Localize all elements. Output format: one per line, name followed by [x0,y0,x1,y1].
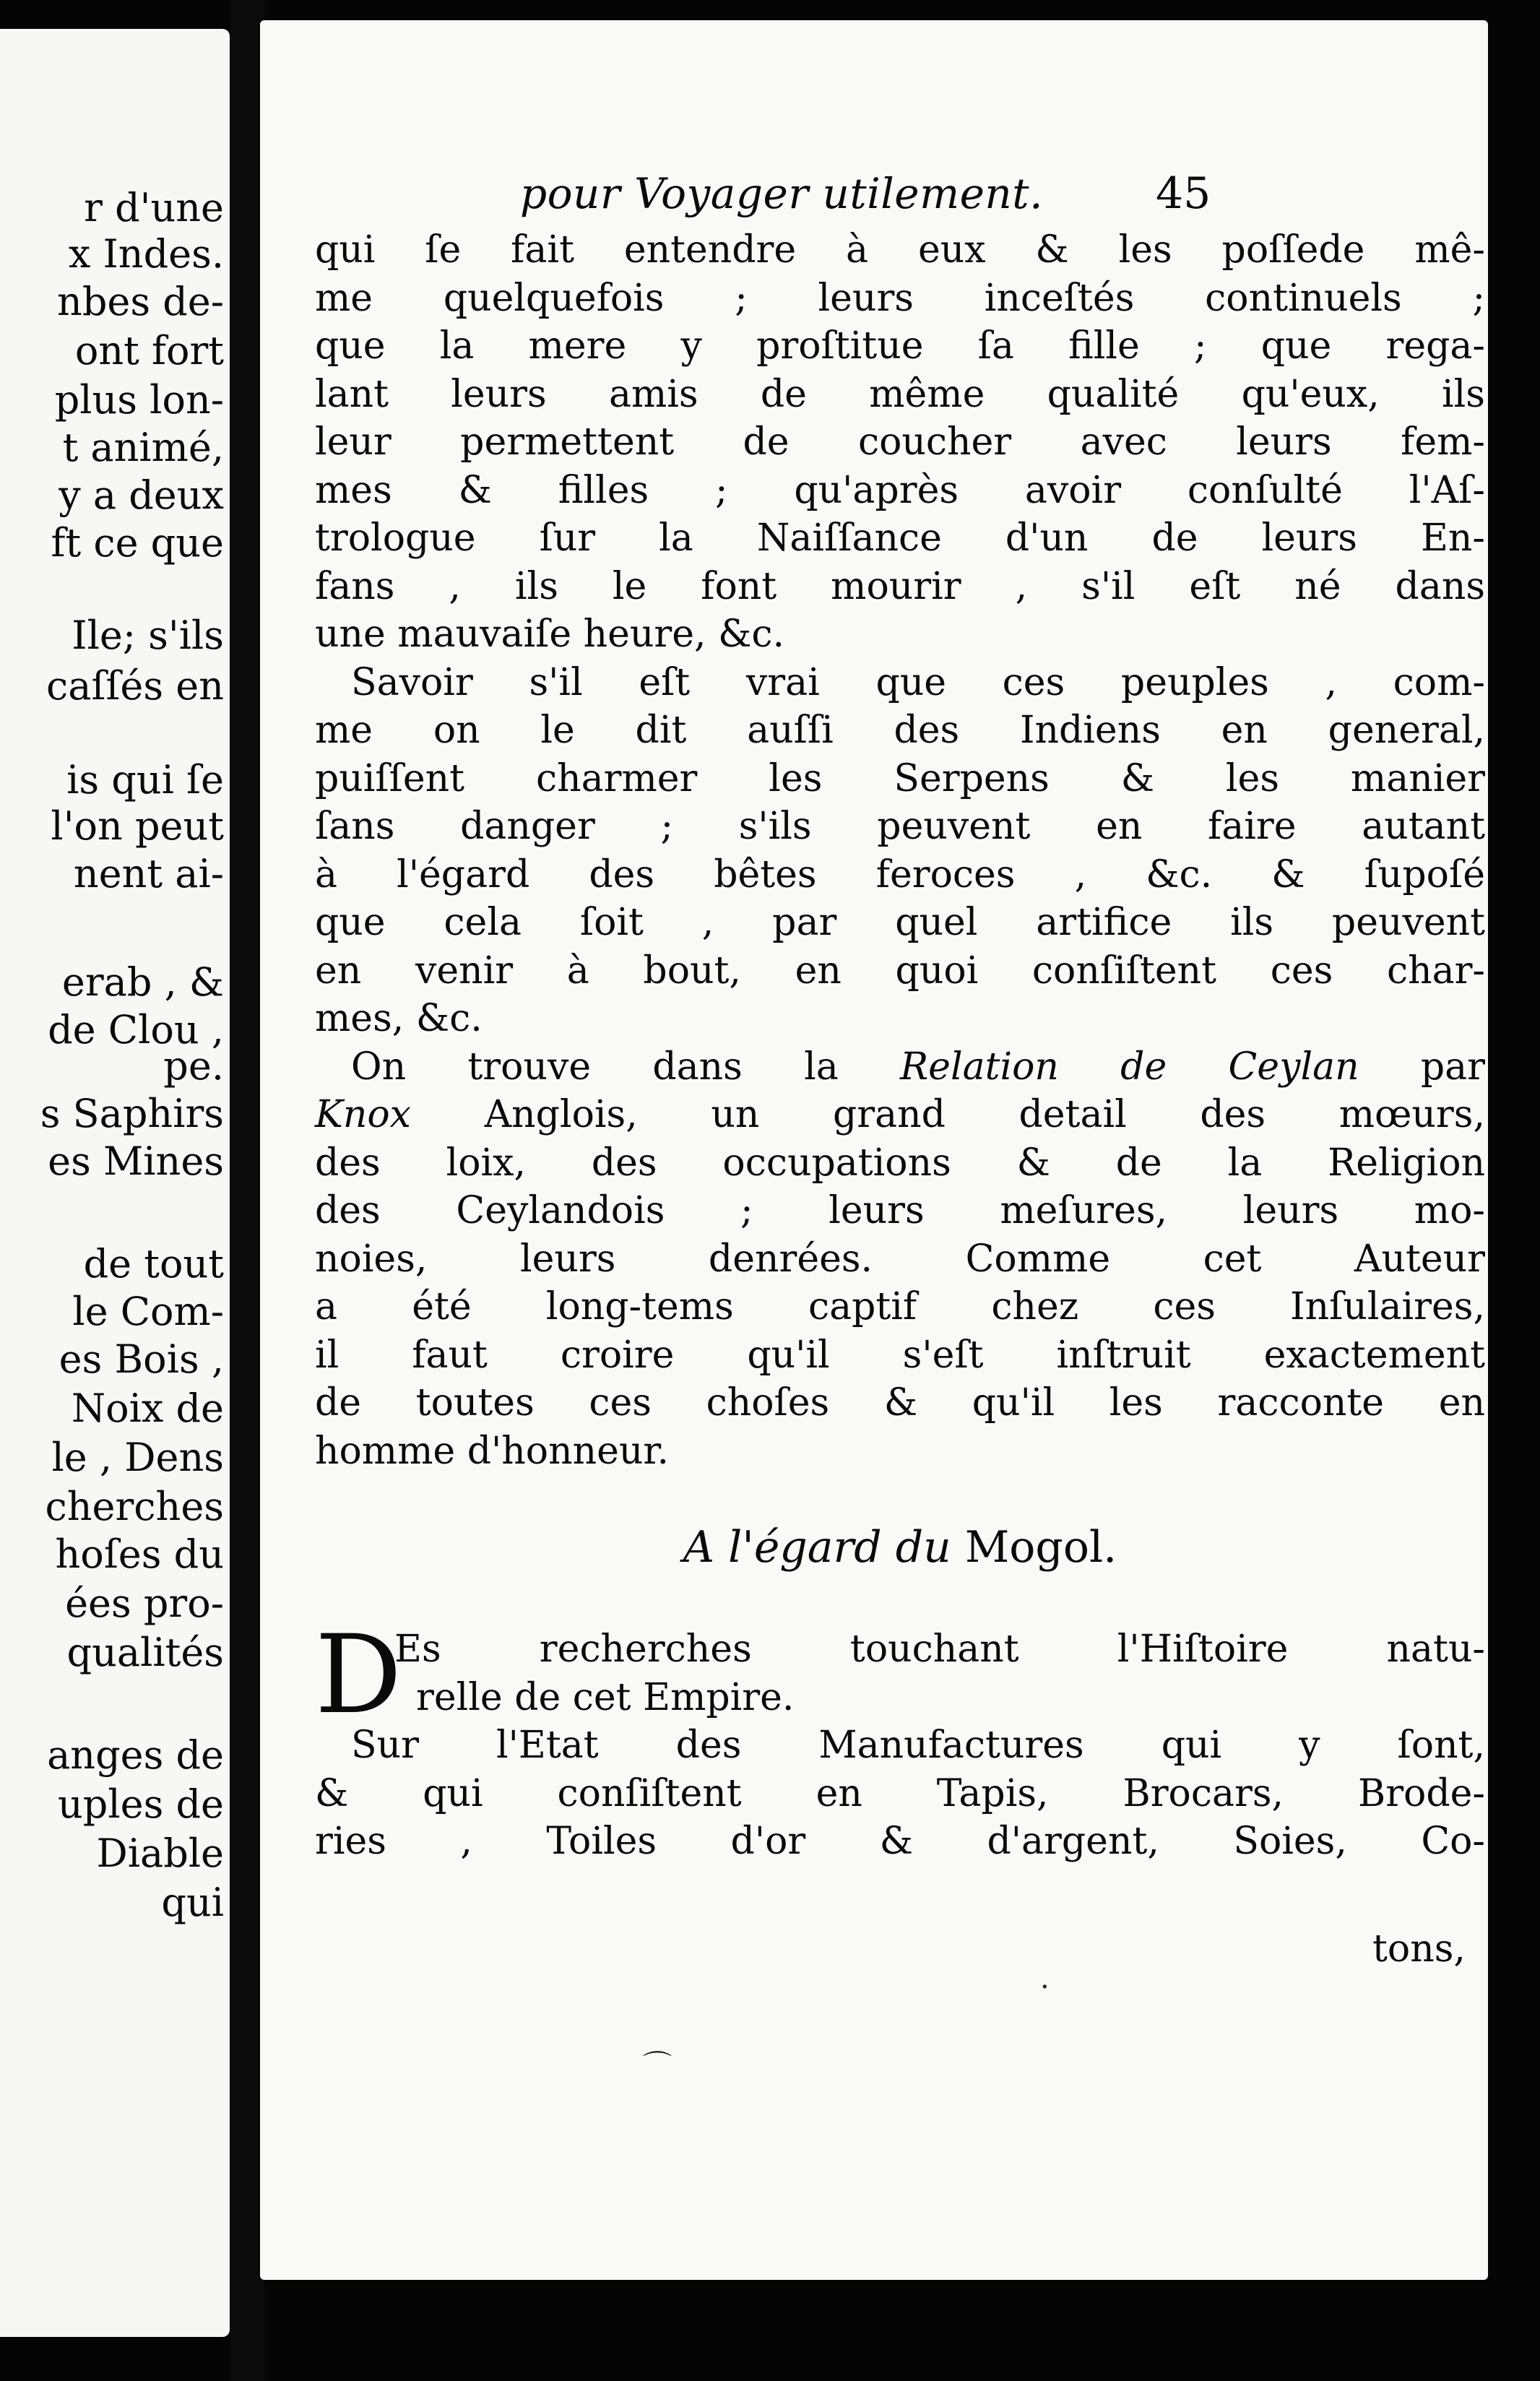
left-page-text-fragment: nent ai- [73,851,224,896]
text-line: Savoir s'il eſt vrai que ces peuples , com- [351,660,1485,704]
paragraph-3 [315,1043,1485,1476]
text-line: puiſſent charmer les Serpens & les manier [315,756,1485,800]
left-page-text-fragment: s Saphirs [40,1091,224,1136]
left-page-text-fragment: erab , & [61,959,224,1005]
text-line: une mauvaiſe heure, &c. [315,613,785,656]
text-line: me quelquefois ; leurs inceſtés continuels ; [315,276,1485,320]
right-page [260,20,1488,2280]
text-line: mes & filles ; qu'après avoir conſulté l'Aſ- [315,468,1485,512]
heading-italic: A l'égard du [683,1522,951,1573]
text-line: Sur l'Etat des Manufactures qui y ſont, [351,1724,1485,1767]
text-line: lant leurs amis de même qualité qu'eux, ils [315,372,1485,416]
left-page-text-fragment: caſſés en [46,663,224,709]
text-line: leur permettent de coucher avec leurs fem- [315,420,1485,464]
text-line: en venir à bout, en quoi conſiſtent ces char- [315,948,1485,993]
left-page-text-fragment: le , Dens [51,1435,224,1480]
text-line: de toutes ces choſes & qu'il les racconte en [315,1381,1485,1425]
text-line: que la mere y proſtitue ſa fille ; que rega- [315,324,1485,368]
left-page-text-fragment: Ile; s'ils [72,613,224,658]
text-line: à l'égard des bêtes feroces , &c. & ſupoſé [315,852,1485,896]
text-line: ries , Toiles d'or & d'argent, Soies, Co- [315,1820,1485,1863]
author-name-italic: Knox [315,1093,411,1136]
text-line: trologue ſur la Naiſſance d'un de leurs En- [315,517,1485,560]
left-page-text-fragment: x Indes. [68,231,224,277]
body-text [315,226,1485,1866]
left-page-text-fragment: Diable [96,1831,224,1876]
book-title-italic: Relation de Ceylan [900,1045,1359,1089]
heading-roman: Mogol. [964,1522,1117,1573]
text-line: mes, &c. [315,997,483,1040]
text-run: par [1359,1045,1485,1089]
left-page-text-fragment: t animé, [62,425,224,470]
text-line: noies, leurs denrées. Comme cet Auteur [315,1237,1485,1281]
text-line: que cela ſoit , par quel artifice ils peuvent [315,901,1485,944]
page-number: 45 [1156,168,1211,219]
left-page-text-fragment: l'on peut [51,803,224,849]
paragraph-1 [315,226,1485,659]
left-page-text-fragment: ont fort [74,328,224,373]
text-line [315,1043,1485,1092]
left-page [0,29,230,2337]
text-line: a été long-tems captif chez ces Inſulaires, [315,1285,1485,1328]
text-run: On trouve dans la [351,1045,901,1089]
left-page-text-fragment: cherches [45,1484,224,1529]
text-line: me on le dit auſſi des Indiens en general, [315,709,1485,752]
left-page-text-fragment: ées pro- [65,1581,224,1626]
text-line: fans , ils le font mourir , s'il eſt né dans [315,564,1485,608]
running-header [260,165,1488,222]
text-line: ſans danger ; s'ils peuvent en faire autant [315,805,1485,848]
text-line: homme d'honneur. [315,1429,670,1473]
text-run: Anglois, un grand detail des mœurs, [410,1093,1485,1136]
catchword: tons, [1372,1927,1466,1971]
left-page-text-fragment: hoſes du [55,1531,224,1577]
text-line: Es recherches touchant l'Hiſtoire natu- [394,1628,1485,1671]
text-line: des loix, des occupations & de la Religion [315,1141,1485,1185]
text-line [315,1091,1485,1139]
left-page-text-fragment: de tout [83,1241,224,1287]
left-page-text-fragment: y a deux [59,472,224,518]
paragraph-5 [315,1721,1485,1866]
left-page-text-fragment: is qui ſe [66,757,224,803]
left-page-text-fragment: Noix de [71,1386,224,1431]
left-page-text-fragment: r d'une [84,185,224,230]
text-line: il faut croire qu'il s'eſt inſtruit exactement [315,1333,1485,1377]
text-line: relle de cet Empire. [416,1675,795,1719]
left-page-text-fragment: qui [161,1880,224,1925]
left-page-text-fragment: plus lon- [54,377,224,423]
left-page-text-fragment: ft ce que [51,520,224,566]
book-gutter [230,0,264,2381]
left-page-text-fragment: es Mines [48,1138,224,1184]
paragraph-2 [315,659,1485,1043]
ink-speck: ⌒ [643,2049,672,2083]
left-page-text-fragment: uples de [58,1781,224,1827]
running-title: pour Voyager utilement. [520,169,1044,218]
left-page-text-fragment: es Bois , [59,1336,224,1382]
left-page-text-fragment: le Com- [72,1289,224,1334]
ink-speck: · [1040,1971,1050,2004]
drop-cap: D [315,1612,402,1738]
section-heading [315,1518,1485,1576]
left-page-text-fragment: nbes de- [57,279,224,324]
paragraph-4 [315,1612,1485,1738]
left-page-text-fragment: qualités [66,1630,224,1675]
left-page-text-fragment: pe. [163,1043,224,1089]
text-line: qui ſe fait entendre à eux & les poſſede mê- [315,228,1485,272]
left-page-text-fragment: anges de [47,1732,224,1778]
left-page-text-fragment: de Clou , [48,1007,224,1053]
text-line: des Ceylandois ; leurs meſures, leurs mo- [315,1189,1485,1232]
text-line: & qui conſiſtent en Tapis, Brocars, Brode- [315,1771,1485,1815]
